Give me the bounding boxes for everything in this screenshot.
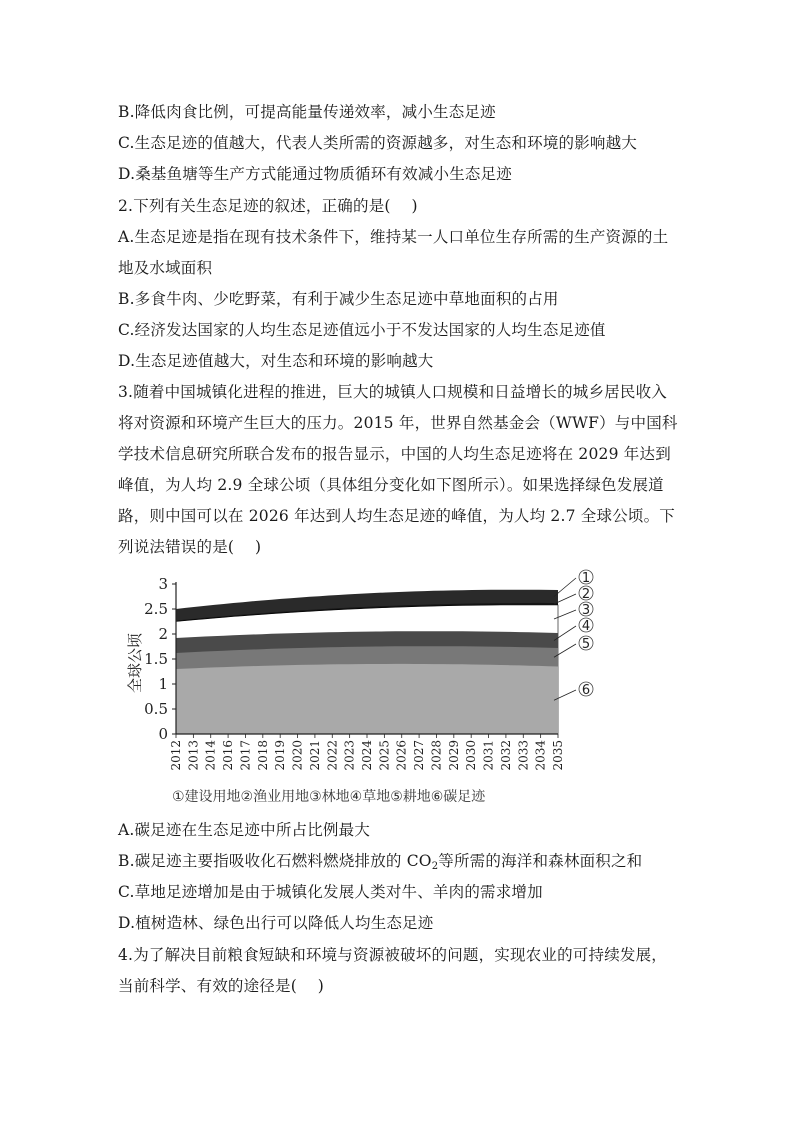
x-tick-label: 2021 [307,740,322,771]
x-tick-label: 2022 [325,740,340,771]
series-label-2: 2 [581,587,591,602]
option-b-q2: B.多食牛肉、少吃野菜，有利于减少生态足迹中草地面积的占用 [118,290,559,308]
option-c-q3: C.草地足迹增加是由于城镇化发展人类对牛、羊肉的需求增加 [118,883,543,901]
option-a-q3: A.碳足迹在生态足迹中所占比例最大 [118,821,371,839]
x-tick-label: 2026 [394,740,409,771]
x-tick-label: 2025 [377,740,392,771]
question-3-line6: 列说法错误的是( ) [118,538,262,556]
ecological-footprint-chart [118,568,598,812]
option-b-q3-post: 等所需的海洋和森林面积之和 [438,852,643,870]
question-3-line4: 峰值，为人均 2.9 全球公顷（具体组分变化如下图所示）。如果选择绿色发展道 [118,476,664,494]
x-tick-label: 2030 [464,740,479,771]
x-tick-label: 2013 [186,740,201,771]
option-c-q2: C.经济发达国家的人均生态足迹值远小于不发达国家的人均生态足迹值 [118,321,606,339]
x-tick-label: 2028 [429,740,444,771]
x-tick-label: 2014 [203,740,218,771]
option-b-q3-pre: B.碳足迹主要指吸收化石燃料燃烧排放的 CO [118,852,432,870]
chart-legend: ①建设用地②渔业用地③林地④草地⑤耕地⑥碳足迹 [172,789,486,805]
question-3-line5: 路，则中国可以在 2026 年达到人均生态足迹的峰值，为人均 2.7 全球公顷。下 [118,507,676,525]
option-a-q2-line1: A.生态足迹是指在现有技术条件下，维持某一人口单位生存所需的生产资源的土 [118,228,669,246]
option-c-q1: C.生态足迹的值越大，代表人类所需的资源越多，对生态和环境的影响越大 [118,134,638,152]
question-3-line2: 将对资源和环境产生巨大的压力。2015 年，世界自然基金会（WWF）与中国科 [118,414,678,432]
series-label-1: 1 [581,571,591,586]
y-tick-label: 0 [158,725,168,743]
x-tick-label: 2020 [290,740,305,771]
x-tick-label: 2012 [169,740,183,771]
area-layer-6 [176,664,558,734]
option-b-q1: B.降低肉食比例，可提高能量传递效率，减小生态足迹 [118,103,496,121]
question-3-line1: 3.随着中国城镇化进程的推进，巨大的城镇人口规模和日益增长的城乡居民收入 [118,383,667,401]
x-tick-label: 2016 [221,740,236,771]
question-3-line3: 学技术信息研究所联合发布的报告显示，中国的人均生态足迹将在 2029 年达到 [118,445,671,463]
x-tick-label: 2033 [516,740,531,771]
series-label-3: 3 [581,603,591,618]
question-2-stem: 2.下列有关生态足迹的叙述，正确的是( ) [118,197,418,215]
y-tick-label: 2 [158,625,168,643]
x-tick-label: 2034 [533,740,548,771]
option-b-q3 [118,851,642,877]
x-tick-label: 2019 [273,740,288,771]
x-tick-label: 2017 [238,740,253,771]
series-label-5: 5 [581,637,591,652]
series-label-6: 6 [581,683,591,698]
x-tick-label: 2029 [446,740,461,771]
co2-subscript: 2 [431,861,439,872]
x-tick-label: 2024 [360,740,374,771]
option-d-q2: D.生态足迹值越大，对生态和环境的影响越大 [118,352,434,370]
option-d-q3: D.植树造林、绿色出行可以降低人均生态足迹 [118,914,434,932]
question-4-line1: 4.为了解决目前粮食短缺和环境与资源被破坏的问题，实现农业的可持续发展， [118,946,667,964]
y-tick-label: 2.5 [144,600,168,618]
y-axis-label: 全球公顷 [126,632,144,694]
series-label-4: 4 [581,619,591,634]
option-d-q1: D.桑基鱼塘等生产方式能通过物质循环有效减小生态足迹 [118,165,513,183]
x-tick-label: 2027 [412,740,427,771]
x-tick-label: 2018 [255,740,270,771]
option-a-q2-line2: 地及水域面积 [118,259,213,277]
x-tick-label: 2031 [481,740,496,771]
x-tick-label: 2023 [342,740,357,771]
y-tick-label: 0.5 [144,700,168,718]
y-tick-label: 1 [158,675,168,693]
x-tick-label: 2032 [498,740,513,771]
series-leader-line [554,578,576,597]
x-tick-label: 2035 [551,740,565,771]
chart-svg [118,568,598,812]
y-tick-label: 1.5 [144,650,168,668]
question-4-line2: 当前科学、有效的途径是( ) [118,977,325,995]
y-tick-label: 3 [158,575,168,593]
